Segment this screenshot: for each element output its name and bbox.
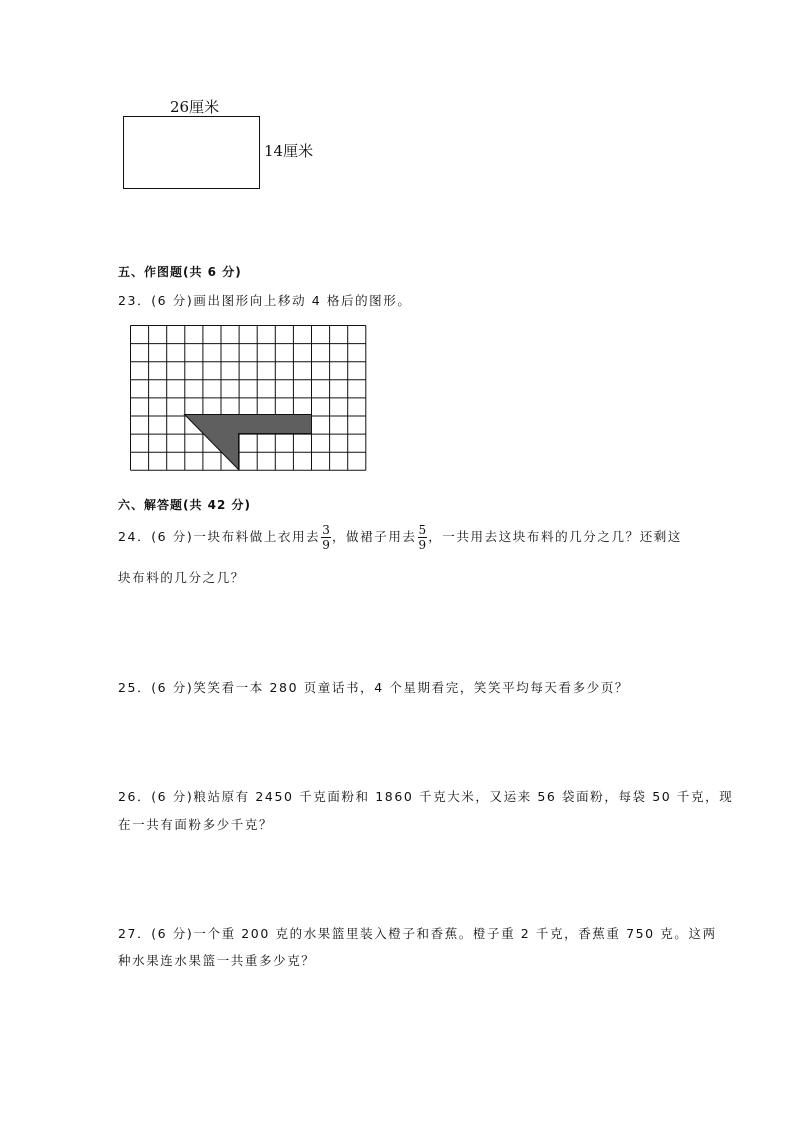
rectangle-figure xyxy=(123,116,260,189)
rect-width-label: 26厘米 xyxy=(170,98,220,116)
question-25: 25．(6 分)笑笑看一本 280 页童话书，4 个星期看完，笑笑平均每天看多少页？ xyxy=(118,680,630,695)
question-27-line1: 27．(6 分)一个重 200 克的水果篮里装入橙子和香蕉。橙子重 2 千克，香蕉重 750 克。这两 xyxy=(118,926,717,941)
q24-frac1-den: 9 xyxy=(322,538,330,552)
shaded-shape xyxy=(185,415,312,470)
q24-frac2-den: 9 xyxy=(418,538,427,552)
question-27-line2: 种水果连水果篮一共重多少克？ xyxy=(118,953,316,968)
q24-part2: ，做裙子用去 xyxy=(331,529,417,544)
question-24-line1 xyxy=(118,524,682,551)
grid-diagram xyxy=(128,324,368,472)
q24-part1: 24．(6 分)一块布料做上衣用去 xyxy=(118,529,321,544)
question-26-line1: 26．(6 分)粮站原有 2450 千克面粉和 1860 千克大米，又运来 56 袋面粉，每袋 50 千克，现 xyxy=(118,789,734,804)
rect-height-label: 14厘米 xyxy=(264,142,314,160)
fraction-3-9 xyxy=(321,524,331,551)
grid-lines xyxy=(131,326,366,471)
q24-frac2-num: 5 xyxy=(418,523,427,537)
fraction-5-9 xyxy=(418,524,428,551)
q24-part3: ，一共用去这块布料的几分之几？还剩这 xyxy=(428,529,682,544)
q24-frac1-num: 3 xyxy=(322,523,330,537)
question-26-line2: 在一共有面粉多少千克？ xyxy=(118,817,274,832)
section-title-drawing: 五、作图题(共 6 分) xyxy=(118,265,242,279)
question-24-line2: 块布料的几分之几？ xyxy=(118,570,245,585)
question-23: 23．(6 分)画出图形向上移动 4 格后的图形。 xyxy=(118,293,412,308)
section-title-solve: 六、解答题(共 42 分) xyxy=(118,498,252,512)
